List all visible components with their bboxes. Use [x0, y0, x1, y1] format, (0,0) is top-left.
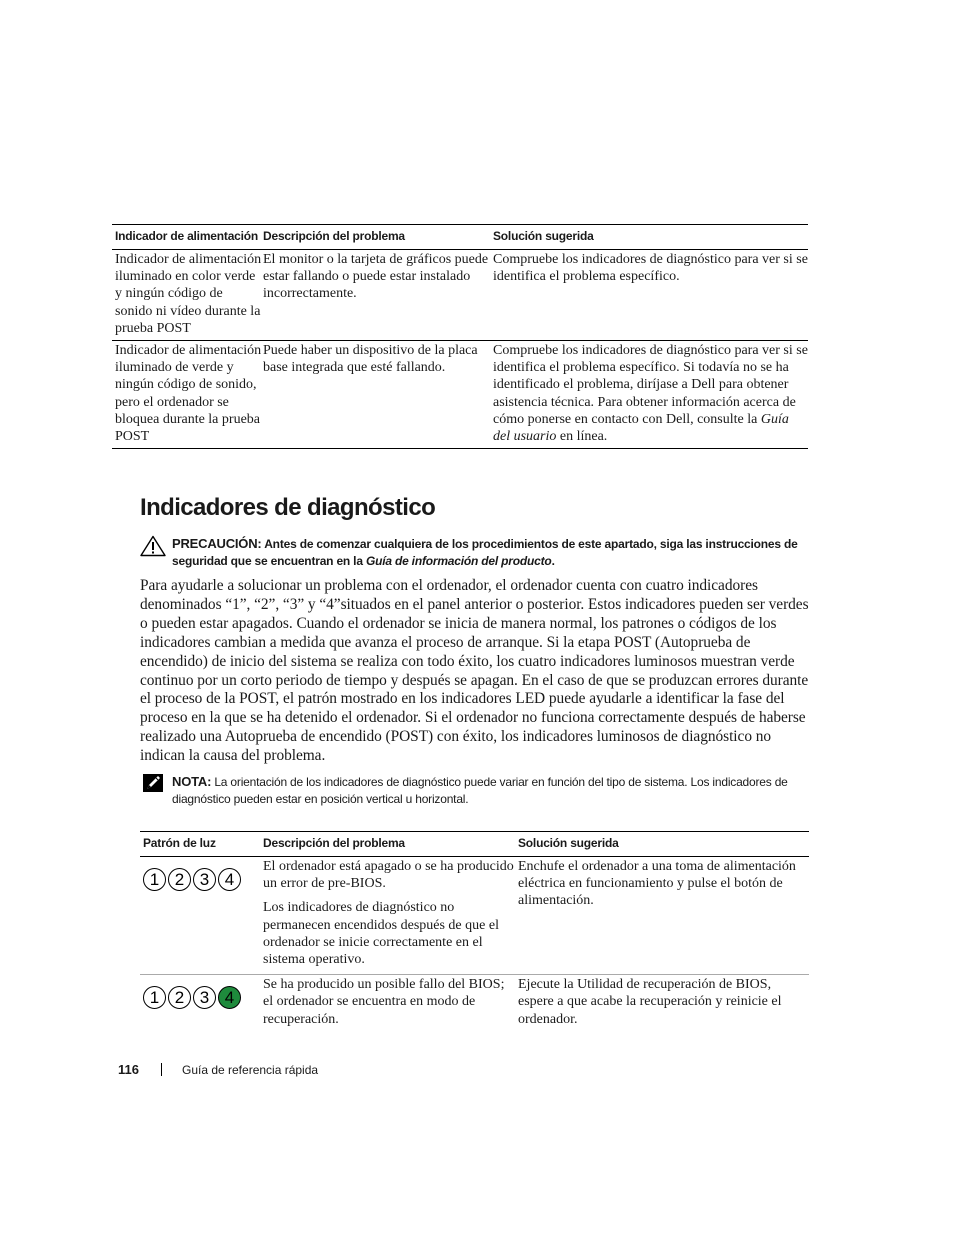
- footer-divider: [161, 1063, 162, 1076]
- cell-solution: Ejecute la Utilidad de recuperación de BIOS, espere a que acabe la recuperación y reinicie el ordenador.: [518, 977, 782, 1027]
- header-light-pattern: Patrón de luz: [143, 836, 216, 850]
- cell-light-pattern: [140, 858, 263, 968]
- led-2-off: 2: [168, 986, 191, 1009]
- diagnostic-lights: [143, 868, 263, 891]
- page-footer: [118, 1062, 318, 1077]
- cell-description: Puede haber un dispositivo de la placa base integrada que esté fallando.: [263, 343, 478, 376]
- led-4-off: 4: [218, 868, 241, 891]
- cell-solution: Compruebe los indicadores de diagnóstico para ver si se identifica el problema específico. Si todavía no se ha identificado el problema, diríjase a Dell para obtener asistencia técnica. Para obtener información acerca de cómo ponerse en contacto con Dell, consulte la Guía del usuario en línea.: [493, 343, 808, 445]
- caution-notice: PRECAUCIÓN: Antes de comenzar cualquiera de los procedimientos de este apartado, siga las instrucciones de seguridad que se encuentran en la Guía de información del producto.: [140, 535, 815, 570]
- note-notice: [140, 773, 815, 808]
- led-4-on: 4: [218, 986, 241, 1009]
- header-suggested-solution: Solución sugerida: [493, 229, 594, 243]
- caution-text: Antes de comenzar cualquiera de los procedimientos de este apartado, siga las instrucciones de seguridad que se encuentran en la: [172, 537, 798, 568]
- led-3-off: 3: [193, 986, 216, 1009]
- table-row: [140, 975, 809, 1034]
- cell-description: El ordenador está apagado o se ha producido un error de pre-BIOS. Los indicadores de diagnóstico no permanecen encendidos después de que el ordenador se inicie correctamente en el sistema operativo.: [263, 859, 514, 968]
- caution-label: PRECAUCIÓN:: [172, 536, 262, 551]
- header-suggested-solution: Solución sugerida: [518, 836, 619, 850]
- led-3-off: 3: [193, 868, 216, 891]
- user-guide-reference: Guía del usuario: [493, 411, 789, 445]
- led-1-off: 1: [143, 868, 166, 891]
- cell-description: Se ha producido un posible fallo del BIOS; el ordenador se encuentra en modo de recuperación.: [263, 977, 505, 1027]
- cell-indicator: Indicador de alimentación iluminado en color verde y ningún código de sonido ni vídeo durante la prueba POST: [115, 252, 262, 336]
- page-number: 116: [118, 1062, 139, 1077]
- led-2-off: 2: [168, 868, 191, 891]
- table-row: [112, 341, 808, 449]
- table-header: [140, 831, 809, 857]
- note-text: La orientación de los indicadores de diagnóstico puede variar en función del tipo de sistema. Los indicadores de diagnóstico pueden estar en posición vertical u horizontal.: [172, 775, 788, 806]
- led-1-off: 1: [143, 986, 166, 1009]
- power-indicator-table: [112, 224, 808, 449]
- section-heading: Indicadores de diagnóstico: [140, 494, 436, 521]
- cell-description: El monitor o la tarjeta de gráficos puede estar fallando o puede estar instalado incorrectamente.: [263, 252, 489, 302]
- table-header: [112, 224, 808, 250]
- table-row: [140, 857, 809, 975]
- table-row: [112, 250, 808, 341]
- cell-solution: Enchufe el ordenador a una toma de alimentación eléctrica en funcionamiento y pulse el botón de alimentación.: [518, 859, 796, 909]
- note-label: NOTA:: [172, 774, 212, 789]
- header-problem-description: Descripción del problema: [263, 229, 405, 243]
- header-problem-description: Descripción del problema: [263, 836, 405, 850]
- body-paragraph: Para ayudarle a solucionar un problema con el ordenador, el ordenador cuenta con cuatro indicadores denominados “1”, “2”, “3” y “4”situados en el panel anterior o posterior. Estos indicadores pueden ser verdes o pueden estar apagados. Cuando el ordenador se inicia de manera normal, los patrones o códigos de los indicadores cambian a medida que avanza el proceso de arranque. Si la etapa POST (Autoprueba de encendido) de inicio del sistema se realiza con todo éxito, los cuatro indicadores luminosos muestran verde continuo por un corto periodo de tiempo y después se apagan. En el caso de que se produzcan errores durante el proceso de la POST, el patrón mostrado en los indicadores LED puede ayudarle a identificar la fase del proceso en la que se ha detenido el ordenador. Si el ordenador no funciona correctamente después de haberse realizado una Autoprueba de encendido (POST) con éxito, los indicadores luminosos de diagnóstico no indican la causa del problema.: [140, 577, 809, 765]
- warning-triangle-icon: [140, 535, 166, 562]
- cell-light-pattern: [140, 976, 263, 1028]
- product-info-guide-reference: Guía de información del producto: [365, 554, 552, 568]
- header-power-indicator: Indicador de alimentación: [115, 229, 259, 243]
- pencil-note-icon: [142, 773, 164, 798]
- diagnostic-lights: [143, 986, 263, 1009]
- document-title: Guía de referencia rápida: [181, 1062, 319, 1077]
- light-pattern-table: [140, 831, 809, 1034]
- cell-indicator: Indicador de alimentación iluminado de verde y ningún código de sonido, pero el ordenador se bloquea durante la prueba POST: [115, 343, 262, 445]
- cell-solution: Compruebe los indicadores de diagnóstico para ver si se identifica el problema específico.: [493, 252, 808, 285]
